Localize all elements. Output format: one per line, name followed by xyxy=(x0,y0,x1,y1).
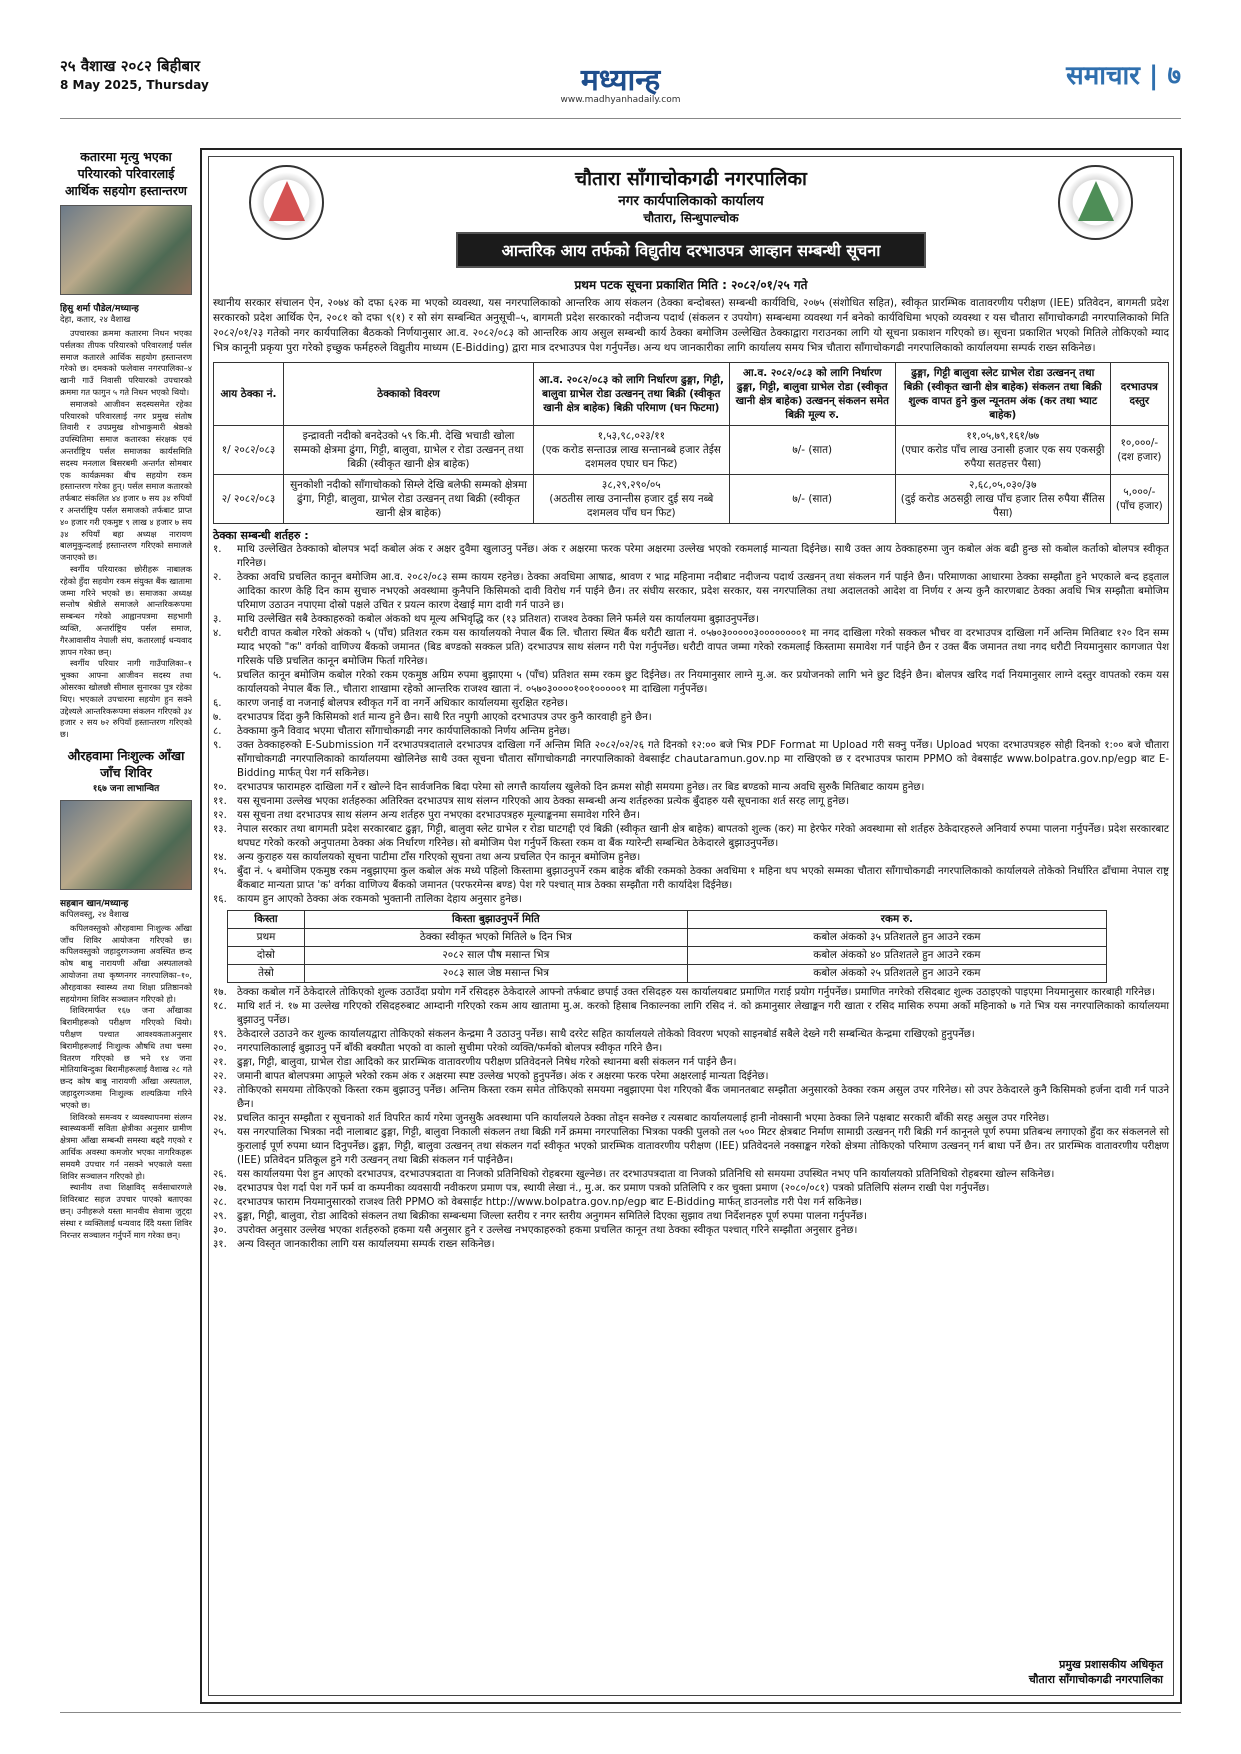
table-header: आ.व. २०८२/०८३ को लागि निर्धारण ढुङ्गा, गिट्टी, बालुवा ग्राभेल रोडा (स्वीकृत खानी क्षेत्र बाहेक) उत्खनन् संकलन समेत बिक्री मूल्य रु. xyxy=(729,363,895,426)
installment-header: किस्ता xyxy=(228,911,305,929)
term-text: बुँदा नं. ५ बमोजिम एकमुष्ठ रकम नबुझाएमा कुल कबोल अंक मध्ये पहिलो किस्तामा बुझाउनुपर्ने रकम बाहेक बाँकी रकमको ठेक्का अवधिमा १ महिना थप भएको सम्मका चौतारा साँगाचोकगढी नगरपालिकाको कार्यालयले तोकेको निर्धारित ढाँचामा नेपाल राष्ट्र बैंकबाट मान्यता प्राप्त 'क' वर्गका वाणिज्य बैंकको जमानत (परफरमेन्स बण्ड) पेश गरे पश्चात् मात्र ठेक्का सम्झौता गरी कार्यादेश दिईनेछ। xyxy=(237,866,1169,891)
term-text: ठेक्कामा कुनै विवाद भएमा चौतारा साँगाचोकगढी नगर कार्यपालिकाको निर्णय अन्तिम हुनेछ। xyxy=(237,726,571,737)
term-text: जमानी बापत बोलपत्रमा आफूले भरेको रकम अंक र अक्षरमा स्पष्ट उल्लेख भएको हुनुपर्नेछ। अंक र अक्षरमा फरक परेमा अक्षरलाई मान्यता दिईनेछ। xyxy=(237,1071,769,1082)
term-item xyxy=(213,669,1169,697)
signature-block xyxy=(1029,1657,1163,1687)
terms-list xyxy=(213,543,1169,907)
term-item xyxy=(213,1168,1169,1182)
story1-paragraph: समाजको आजीवन सदस्यसमेत रहेका परियारको परिवारलाई नगर प्रमुख संतोष तिवारी र उपप्रमुख शोभाकुमारी श्रेष्ठको उपस्थितिमा समाज कतारका संरक्षक एवं अन्तर्राष्ट्रिय पर्सल समाजका कार्यसमिति सदस्य मनलाल बिसरबमी अन्तर्गत सोमबार एक कार्यक्रमका बीच सहयोग रकम हस्तान्तरण गरेका हुन्। पर्सल समाज कतारको तर्फबाट संकलित ४४ हजार ७ सय ३४ रुपियाँ र अन्तर्राष्ट्रिय पर्सल समाजको तर्फबाट प्राप्त ४० हजार गरी एकमुष्ट ९ लाख ४ हजार ७ सय ३४ रुपियाँ बहा अध्यक्ष नारायण बालमुकुन्दलाई हस्तान्तरण गरिएको समाजले जनाएको छ। xyxy=(60,398,192,563)
term-number: ८. xyxy=(213,726,222,737)
story2-paragraph: शिविरमार्फत १६७ जना आँखाका बिरामीहरूको परीक्षण गरिएको थियो। परीक्षण पश्चात आवश्यकताअनुसार बिरामीहरूलाई निःशुल्क औषधि तथा चस्मा वितरण गरिएको छ भने १४ जना मोतियाबिन्दुका बिरामीहरूलाई वैशाख २८ गते छन्द कोष बाबु नारायणी आँखा अस्पताल, जहादुरगञ्जमा निःशुल्क शल्यक्रिया गरिने भएको छ। xyxy=(60,1005,192,1110)
term-number: ५. xyxy=(213,670,222,681)
term-item xyxy=(213,823,1169,851)
installment-cell: दोस्रो xyxy=(228,947,305,965)
installment-cell: कबोल अंकको ४० प्रतिशतले हुन आउने रकम xyxy=(687,947,1106,965)
term-text: प्रचलित कानून बमोजिम कबोल गरेको रकम एकमुष्ठ अग्रिम रुपमा बुझाएमा ५ (पाँच) प्रतिशत सम्म रकम छुट दिईनेछ। तर नियमानुसार लाग्ने मु.अ. कर प्रयोजनको लागि भने छुट दिईने छैन। बोलपत्र खरिद गर्दा नियमानुसार लाग्ने दस्तुर वापतको रकम यस कार्यालयको नेपाल बैंक लि., चौतारा शाखामा रहेको आन्तरिक राजश्व खाता नं. ०५७०३००००१००१०००००१ मा दाखिला गर्नुपर्नेछ। xyxy=(237,670,1169,695)
term-text: ठेक्का अवधि प्रचलित कानून बमोजिम आ.व. २०८२/०८३ सम्म कायम रहनेछ। ठेक्का अवधिमा आषाढ, श्रावण र भाद्र महिनामा नदीबाट नदीजन्य पदार्थ उत्खनन् तथा संकलन गर्न पाईने छैन। परिमाणका आधारमा ठेक्का सम्झौता हुने भएकाले बन्द हड्ताल आदिका कारण केहि दिन काम सुचारु नभएको अवस्थामा कुनैपनि किसिमको दावी विरोध गर्न पाईने छैन। तर संघीय सरकार, प्रदेश सरकार, यस नगरपालिका तथा अदालतको आदेश वा निर्णय र अन्य कुनै कारणबाट ठेक्का अवधि भित्र सम्झौता बमोजिम परिमाण उठाउन नपाएमा दोस्रो पक्षले उचित र प्रयत्न कारण देखाई माग दावी गर्न पाउने छ। xyxy=(237,572,1169,611)
tender-total xyxy=(895,475,1110,524)
total-words: (एघार करोड पाँच लाख उनासी हजार एक सय एकसठ्ठी रुपैया सतहत्तर पैसा) xyxy=(901,444,1105,470)
term-number: २१. xyxy=(213,1057,227,1068)
term-text: दरभाउपत्र फाराम नियमानुसारको राजश्व तिरी PPMO को वेबसाईट http://www.bolpatra.gov.np/egp बाट E-Bidding मार्फत् डाउनलोड गरी पेश गर्न सकिनेछ। xyxy=(237,1197,862,1208)
term-item xyxy=(213,1210,1169,1224)
term-number: १८. xyxy=(213,1001,227,1012)
term-text: दरभाउपत्र फारामहरु दाखिला गर्ने र खोल्ने दिन सार्वजनिक बिदा परेमा सो लगत्तै कार्यालय खुलेको दिन क्रमश सोही समयमा हुनेछ। तर बिड बण्डको मान्य अवधि सुरुकै मितिबाट कायम हुनेछ। xyxy=(237,782,925,793)
term-text: नेपाल सरकार तथा बागमती प्रदेश सरकारबाट ढुङ्गा, गिट्टी, बालुवा स्लेट ग्राभेल र रोडा घाटगद्दी एवं बिक्री (स्वीकृत खानी क्षेत्र बाहेक) बापतको शुल्क (कर) मा हेरफेर गरेको अवस्थामा सो शर्तहरु ठेकेदारहरुले अनिवार्य रुपमा पालना गर्नुपर्नेछ। प्रदेश सरकारबाट थपघट गरेको करको अनुपातमा ठेक्का अंक निर्धारण गरिनेछ। सो बमोजिम पेश गर्नुपर्ने किस्ता रकम वा बैंक ग्यारेन्टी सम्बन्धित ठेकेदारले बुझाउनुपर्नेछ। xyxy=(237,824,1169,849)
tender-description: इन्द्रावती नदीको बनदेउको ५९ कि.मी. देखि भचाडी खोला सम्मको क्षेत्रमा ढुंगा, गिट्टी, बालुवा, ग्राभेल र रोडा उत्खनन् तथा बिक्री (स्वीकृत खानी क्षेत्र बाहेक) xyxy=(284,426,534,475)
term-item xyxy=(213,986,1169,1000)
term-item xyxy=(213,1112,1169,1126)
footer-divider xyxy=(60,1712,1181,1713)
term-item xyxy=(213,1056,1169,1070)
installment-header: रकम रु. xyxy=(687,911,1106,929)
term-number: ३१. xyxy=(213,1239,227,1250)
term-item xyxy=(213,795,1169,809)
term-number: २४. xyxy=(213,1113,227,1124)
term-number: ३०. xyxy=(213,1225,227,1236)
tender-table xyxy=(213,362,1169,524)
term-number: २८. xyxy=(213,1197,227,1208)
term-item xyxy=(213,627,1169,669)
term-text: कारण जनाई वा नजनाई बोलपत्र स्वीकृत गर्ने वा नगर्ने अधिकार कार्यालयमा सुरक्षित रहनेछ। xyxy=(237,698,568,709)
total-value: २,६८,०५,०३०/३७ xyxy=(969,479,1037,491)
tender-fee: ५,०००/- (पाँच हजार) xyxy=(1110,475,1168,524)
term-item xyxy=(213,697,1169,711)
tender-quantity xyxy=(534,475,730,524)
term-number: १९. xyxy=(213,1029,227,1040)
installment-row xyxy=(228,929,1107,947)
quantity-words: (अठतीस लाख उनान्तीस हजार दुई सय नब्बे दशमलव पाँच घन फिट) xyxy=(549,493,714,519)
tender-notice xyxy=(200,148,1182,1704)
installment-cell: कबोल अंकको २५ प्रतिशतले हुन आउने रकम xyxy=(687,965,1106,983)
term-text: ढुङ्गा, गिट्टी, बालुवा, ग्राभेल रोडा आदिको कर प्रारम्भिक वातावरणीय परीक्षण प्रतिवेदनले निषेध गरेको स्थानमा बसी संकलन गर्न पाईने छैन। xyxy=(237,1057,737,1068)
term-item xyxy=(213,1224,1169,1238)
term-item xyxy=(213,1126,1169,1168)
term-number: २. xyxy=(213,572,222,583)
term-number: १६. xyxy=(213,894,227,905)
signatory-title: प्रमुख प्रशासकीय अधिकृत xyxy=(1059,1658,1163,1671)
term-item xyxy=(213,1238,1169,1252)
story2-title: औरहवामा निःशुल्क आँखा जाँच शिविर xyxy=(67,747,185,780)
term-number: १. xyxy=(213,544,222,555)
installment-cell: तेस्रो xyxy=(228,965,305,983)
installment-cell: ठेक्का स्वीकृत भएको मितिले ७ दिन भित्र xyxy=(304,929,687,947)
term-text: उपरोक्त अनुसार उल्लेख भएका शर्तहरुको हकमा यसै अनुसार हुने र उल्लेख नभएकाहरुको हकमा प्रचलित कानून तथा ठेक्का स्वीकृत पश्चात् गरिने सम्झौता अनुसार हुनेछ। xyxy=(237,1225,858,1236)
tender-number: २/ २०८२/०८३ xyxy=(214,475,284,524)
term-item xyxy=(213,1182,1169,1196)
term-item xyxy=(213,1084,1169,1112)
installment-header: किस्ता बुझाउनुपर्ने मिति xyxy=(304,911,687,929)
tender-rate: ७/- (सात) xyxy=(729,426,895,475)
table-row xyxy=(214,426,1169,475)
term-number: १०. xyxy=(213,782,227,793)
newspaper-logo: मध्यान्ह xyxy=(580,63,661,98)
story1-dateline: देहा, कतार, २४ वैशाख xyxy=(60,315,131,325)
terms-list-continued xyxy=(213,986,1169,1252)
term-item xyxy=(213,725,1169,739)
term-text: अन्य कुराहरु यस कार्यालयको सूचना पाटीमा टाँस गरिएको सूचना तथा अन्य प्रचलित ऐन कानून बमोजिम हुनेछ। xyxy=(237,852,641,863)
term-text: नगरपालिकालाई बुझाउनु पर्ने बाँकी बक्यौता भएको वा कालो सुचीमा परेको व्यक्ति/फर्मको बोलपत्र स्वीकृत गरिने छैन। xyxy=(237,1043,663,1054)
table-header: ठेक्काको विवरण xyxy=(284,363,534,426)
installment-row xyxy=(228,947,1107,965)
term-text: ठेकेदारले उठाउने कर शुल्क कार्यालयद्वारा तोकिएको संकलन केन्द्रमा नै उठाउनु पर्नेछ। साथै दररेट सहित कार्यालयले तोकेको विवरण भएको साइनबोर्ड सबैले देख्ने गरी सम्बन्धित केन्द्रमा राखिएको हुनुपर्नेछ। xyxy=(237,1029,975,1040)
story2-byline: सहबान खान/मध्यान्ह xyxy=(60,898,129,909)
total-words: (दुई करोड अठसठ्ठी लाख पाँच हजार तिस रुपैया सैंतिस पैसा) xyxy=(900,493,1105,519)
table-header: ढुङ्गा, गिट्टी बालुवा स्लेट ग्राभेल रोडा उत्खनन् तथा बिक्री (स्वीकृत खानी क्षेत्र बाहेक) संकलन तथा बिक्री शुल्क वापत हुने कुल न्यूनतम अंक (कर तथा भ्याट बाहेक) xyxy=(895,363,1110,426)
tender-rate: ७/- (सात) xyxy=(729,475,895,524)
story1-photo xyxy=(60,205,192,295)
term-number: ९. xyxy=(213,740,222,751)
terms-heading: ठेक्का सम्बन्धी शर्तहरु : xyxy=(213,529,309,542)
term-text: माथि उल्लेखित सबै ठेक्काहरुको कबोल अंकको थप मूल्य अभिवृद्धि कर (१३ प्रतिशत) राजश्व ठेक्का लिने फर्मले यस कार्यालयमा बुझाउनुपर्नेछ। xyxy=(237,614,759,625)
term-item xyxy=(213,613,1169,627)
term-text: यस कार्यालयमा पेश हुन आएको दरभाउपत्र, दरभाउपत्रदाता वा निजको प्रतिनिधिको रोहबरमा खुल्नेछ। तर दरभाउपत्रदाता वा निजको प्रतिनिधि सो समयमा उपस्थित नभए पनि कार्यालयको प्रतिनिधिको रोहबरमा खोल्न सकिनेछ। xyxy=(237,1169,1055,1180)
term-item xyxy=(213,1028,1169,1042)
term-number: ११. xyxy=(213,796,227,807)
term-number: ६. xyxy=(213,698,222,709)
term-item xyxy=(213,865,1169,893)
notice-office-address: चौतारा, सिन्धुपाल्चोक xyxy=(643,211,739,225)
term-text: यस सूचना तथा दरभाउपत्र साथ संलग्न अन्य शर्तहरु पुरा नभएका दरभाउपत्रहरु मूल्याङ्कनमा समावेश गरिने छैन। xyxy=(237,810,640,821)
term-text: यस नगरपालिका भित्रका नदी नालाबाट ढुङ्गा, गिट्टी, बालुवा निकाली संकलन तथा बिक्री गर्ने क्रममा नगरपालिका भित्रका पक्की पुलको तल ५०० मिटर क्षेत्रबाट निर्माण सामाग्री उत्खनन् गरी बिक्री गर्न कानूनले पूर्ण रुपमा प्रतिबन्ध लगाएको हुँदा कर संकलनले सो कुरालाई पूर्ण रुपमा ध्यान दिनुपर्नेछ। ढुङ्गा, गिट्टी, बालुवा उत्खनन् तथा संकलन गर्दा स्वीकृत भएको प्रारम्भिक वातावरणीय परीक्षण (IEE) प्रतिवेदनले नक्साङ्कन गरेको क्षेत्रमा तोकिएको परिमाण उत्खनन् गर्न बाधा पर्ने छैन। तर प्रारम्भिक वातावरणीय परीक्षण (IEE) प्रतिवेदन प्रतिकूल हुने गरी उत्खनन् तथा बिक्री संकलन गर्न पाईनेछैन। xyxy=(237,1127,1169,1166)
term-text: धरौटी वापत कबोल गरेको अंकको ५ (पाँच) प्रतिशत रकम यस कार्यालयको नेपाल बैंक लि. चौतारा स्थित बैंक धरौटी खाता नं. ०५७०३०००००३००००००००१ मा नगद दाखिला गरेको सक्कल भौचर वा दरभाउपत्र दाखिला गर्ने अन्तिम मितिबाट १२० दिन सम्म म्याद भएको "क" वर्गको वाणिज्य बैंकको जमानत (बिड बण्डको सक्कल प्रति) दरभाउपत्र साथ संलग्न गरी पेश गर्नुपर्नेछ। धरौटी वापत जम्मा गरेको रकमलाई किस्तामा समावेश गर्न पाईने छैन र उक्त बैंक जमानत तथा नगद धरौटी नियमानुसार कागजात पेश गरिसके पछि प्रचलित कानून बमोजिम फिर्ता गरिनेछ। xyxy=(237,628,1169,667)
term-text: उक्त ठेक्काहरुको E-Submission गर्ने दरभाउपत्रदाताले दरभाउपत्र दाखिला गर्ने अन्तिम मिति २०८२/०२/२६ गते दिनको १२:०० बजे भित्र PDF Format मा Upload गरी सक्नु पर्नेछ। Upload भएका दरभाउपत्रहरु सोही दिनको १:०० बजे चौतारा साँगाचोकगढी नगरपालिकाको कार्यालयमा खोलिनेछ साथै उक्त सूचना चौतारा साँगाचोकगढी नगरपालिकाको वेबसाईट chautaramun.gov.np मा राखिएको छ र दरभाउपत्र फाराम PPMO को वेबसाईट www.bolpatra.gov.np/egp बाट E-Bidding मार्फत् पेश गर्न सकिनेछ। xyxy=(237,740,1169,779)
term-number: १२. xyxy=(213,810,227,821)
story2-paragraph: स्थानीय तथा शिक्षाविद् सर्वसाधारणले शिविरबाट सहज उपचार पाएको बताएका छन्। उनीहरूले यस्ता मानवीय सेवामा जुट्दा संस्था र व्यक्तिलाई धन्यवाद दिँदै यस्ता शिविर निरन्तर सञ्चालन गर्नुपर्ने माग गरेका छन्। xyxy=(60,1182,192,1240)
nepal-emblem-icon xyxy=(249,165,324,240)
page-header xyxy=(60,50,1181,112)
term-number: १४. xyxy=(213,852,227,863)
story2-paragraph: शिविरको समन्वय र व्यवस्थापनमा संलग्न स्वास्थ्यकर्मी सविता क्षेत्रीका अनुसार ग्रामीण क्षेत्रमा आँखा सम्बन्धी समस्या बढ्दै गएको र आर्थिक अवस्था कमजोर भएका नागरिकहरू समयमै उपचार गर्न नसक्ने भएकाले यस्ता शिविर सञ्चालन गरिएको हो। xyxy=(60,1111,192,1181)
issue-date-english: 8 May 2025, Thursday xyxy=(60,78,209,92)
story1-paragraph: उपचारका क्रममा कतारमा निधन भएका पर्सलका तीपक परियारको परिवारलाई पर्सल समाज कतारले आर्थिक सहयोग हस्तान्तरण गरेको छ। दमकको फलेवास नगरपालिका–४ खानी गाउँ निवासी परियारको उपचारको क्रममा गत फागुन ५ गते निधन भएको थियो। xyxy=(60,328,192,397)
table-header: आय ठेक्का नं. xyxy=(214,363,284,426)
term-item xyxy=(213,781,1169,795)
term-number: २९. xyxy=(213,1211,227,1222)
term-number: ३. xyxy=(213,614,222,625)
term-item xyxy=(213,809,1169,823)
term-item xyxy=(213,851,1169,865)
municipality-logo-icon xyxy=(1058,165,1133,240)
term-number: २०. xyxy=(213,1043,227,1054)
story2-subtitle: १६७ जना लाभान्वित xyxy=(92,783,160,794)
term-number: २३. xyxy=(213,1085,227,1096)
tender-fee: १०,०००/- (दश हजार) xyxy=(1110,426,1168,475)
term-text: माथि उल्लेखित ठेक्काको बोलपत्र भर्दा कबोल अंक र अक्षर दुवैमा खुलाउनु पर्नेछ। अंक र अक्षरमा फरक परेमा अक्षरमा उल्लेख भएको रकमलाई मान्यता दिईनेछ। साथै उक्त आय ठेक्काहरुमा जुन कबोल अंक बढी हुन्छ सो कबोल कर्ताको बोलपत्र स्वीकृत गरिनेछ। xyxy=(237,544,1169,569)
term-number: २६. xyxy=(213,1169,227,1180)
quantity-value: ३८,२९,२९०/०५ xyxy=(601,479,661,491)
table-header: दरभाउपत्र दस्तुर xyxy=(1110,363,1168,426)
notice-office-sub: नगर कार्यपालिकाको कार्यालय xyxy=(618,193,764,209)
term-number: १३. xyxy=(213,824,227,835)
story1-title: कतारमा मृत्यु भएका परियारको परिवारलाई आर्थिक सहयोग हस्तान्तरण xyxy=(65,149,187,198)
term-text: यस सूचनामा उल्लेख भएका शर्तहरुका अतिरिक्त दरभाउपत्र साथ संलग्न गरिएको आय ठेक्का सम्बन्धी अन्य शर्तहरुका प्रत्येक बुँदाहरु यसै सूचनाका शर्त सरह लागू हुनेछ। xyxy=(237,796,850,807)
quantity-value: १,५३,९८,०२३/११ xyxy=(597,430,666,442)
term-number: २२. xyxy=(213,1071,227,1082)
installment-table xyxy=(227,910,1107,983)
term-number: १७. xyxy=(213,987,227,998)
table-header: आ.व. २०८२/०८३ को लागि निर्धारण ढुङ्गा, गिट्टी, बालुवा ग्राभेल रोडा उत्खनन् तथा बिक्री (स्वीकृत खानी क्षेत्र बाहेक) बिक्री परिमाण (घन फिटमा) xyxy=(534,363,730,426)
term-number: २५. xyxy=(213,1127,227,1138)
story1-byline: हिसु शर्मा पौडेल/मध्यान्ह xyxy=(60,304,139,314)
story2-paragraph: कपिलवस्तुको औरहवामा निःशुल्क आँखा जाँच शिविर आयोजना गरिएको छ। कपिलवस्तुको जहादुरगञ्जमा अवस्थित छन्द कोष बाबु नारायणी आँखा अस्पतालको आयोजना तथा कृष्णनगर नगरपालिका–१०, औरहवाका स्वास्थ्य तथा शिक्षा प्रतिष्ठानको सहयोगमा शिविर सञ्चालन गरिएको हो। xyxy=(60,922,192,1004)
term-item xyxy=(213,571,1169,613)
notice-title-banner: आन्तरिक आय तर्फको विद्युतीय दरभाउपत्र आव्हान सम्बन्धी सूचना xyxy=(456,232,926,268)
term-item xyxy=(213,893,1169,907)
term-text: माथि शर्त नं. १७ मा उल्लेख गरिएको रसिदहरुबाट आम्दानी गरिएको रकम आय खातामा मु.अ. करको हिसाब निकाल्नका लागि रसिद नं. को क्रमानुसार लेखाङ्कन गरी खाता र रसिद मासिक रुपमा अर्को महिनाको ७ गते भित्र यस नगरपालिकाको कार्यालयमा बुझाउनु पर्नेछ। xyxy=(237,1001,1169,1026)
tender-total xyxy=(895,426,1110,475)
notice-intro: स्थानीय सरकार संचालन ऐन, २०७४ को दफा ६२क मा भएको व्यवस्था, यस नगरपालिकाको आन्तरिक आय संकलन (ठेक्का बन्दोबस्त) सम्बन्धी कार्यविधि, २०७५ (संशोधित सहित), स्वीकृत प्रारम्भिक वातावरणीय परीक्षण (IEE) प्रतिवेदन, बागमती प्रदेश सरकारको प्रदेश आर्थिक ऐन, २०८१ को दफा ९(१) र सो संग सम्बन्धित अनुसूची–५, बागमती प्रदेश सरकारको नदीजन्य पदार्थ (संकलन र उपयोग) सम्बन्धमा व्यवस्था गर्न बनेको कार्यविधिमा भएको व्यवस्था र यस चौतारा साँगाचोकगढी नगरपालिकाको मिति २०८२/०१/२३ गतेको नगर कार्यपालिका बैठकको निर्णयानुसार आ.व. २०८२/०८३ को आन्तरिक आय असुल सम्बन्धी कार्य ठेक्का बमोजिम उल्लेखित ठेक्काद्वारा गराउनका लागि यो सूचना प्रकाशन गरिएको छ। सूचना प्रकाशित भएको मितिले तोकिएको म्याद भित्र कानूनी प्रकृया पुरा गरेको इच्छुक फर्महरुले विद्युतीय माध्यम (E-Bidding) द्वारा मात्र दरभाउपत्र पेश गर्नुपर्नेछ। अन्य थप जानकारीका लागि कार्यालय समय भित्र चौतारा साँगाचोकगढी नगरपालिकाको कार्यालयमा सम्पर्क राख्न सकिनेछ। xyxy=(213,297,1169,354)
term-item xyxy=(213,1070,1169,1084)
quantity-words: (एक करोड सन्ताउन्न लाख सन्तानब्बे हजार तेईस दशमलव एघार घन फिट) xyxy=(541,444,721,470)
term-text: ठेक्का कबोल गर्ने ठेकेदारले तोकिएको शुल्क उठाउँदा प्रयोग गर्ने रसिदहरु ठेकेदारले आफ्नो तर्फबाट छपाई उक्त रसिदहरु यस कार्यालयबाट प्रमाणित गराई प्रयोग गर्नुपर्नेछ। प्रमाणित नगरेको रसिदबाट शुल्क उठाइएको पाइएमा नियमानुसार कारबाही गरिनेछ। xyxy=(237,987,1155,998)
newspaper-url: www.madhyanhadaily.com xyxy=(560,95,681,105)
story2-photo xyxy=(60,800,192,890)
term-text: दरभाउपत्र दिंदा कुनै किसिमको शर्त मान्य हुने छैन। साथै रित नपुगी आएको दरभाउपत्र उपर कुनै कारवाही हुने छैन। xyxy=(237,712,652,723)
term-text: ढुङ्गा, गिट्टी, बालुवा, रोडा आदिको संकलन तथा बिक्रीका सम्बन्धमा जिल्ला स्तरीय र नगर स्तरीय अनुगमन समितिले दिएका सुझाव तथा निर्देशनहरु पूर्ण रुपमा पालना गर्नुपर्नेछ। xyxy=(237,1211,867,1222)
publication-date: प्रथम पटक सूचना प्रकाशित मिति : २०८२/०१/२५ गते xyxy=(574,278,808,292)
term-number: २७. xyxy=(213,1183,227,1194)
term-number: ७. xyxy=(213,712,222,723)
installment-cell: प्रथम xyxy=(228,929,305,947)
term-item xyxy=(213,711,1169,725)
term-item xyxy=(213,1042,1169,1056)
tender-quantity xyxy=(534,426,730,475)
term-text: कायम हुन आएको ठेक्का अंक रकमको भुक्तानी तालिका देहाय अनुसार हुनेछ। xyxy=(237,894,522,905)
signatory-office: चौतारा साँगाचोकगढी नगरपालिका xyxy=(1028,1673,1163,1686)
installment-cell: कबोल अंकको ३५ प्रतिशतले हुन आउने रकम xyxy=(687,929,1106,947)
installment-cell: २०८३ साल जेष्ठ मसान्त भित्र xyxy=(304,965,687,983)
story1-paragraph: स्वर्गीय परियार नागी गाउँपालिका–१ भुक्का आफ्ना आजीवन सदस्य तथा ओसरका खोलछौ सीमाल सुनारका पुत्र रहेका थिए। भएकाले उपचारमा सहयोग हुन सक्ने उद्देश्यले आन्तरिकरूपमा संकलन गरिएको ३४ हजार २ सय ७२ रुपियाँ हस्तान्तरण गरिएको छ। xyxy=(60,658,192,740)
term-text: दरभाउपत्र पेश गर्दा पेश गर्ने फर्म वा कम्पनीका व्यवसायी नवीकरण प्रमाण पत्र, स्थायी लेखा नं., मु.अ. कर प्रमाण पत्रको प्रतिलिपि र कर चुक्ता प्रमाण (२०८०/०८१) पत्रको प्रतिलिपि संलग्न राखी पेश गर्नुपर्नेछ। xyxy=(237,1183,990,1194)
notice-office-name: चौतारा साँगाचोकगढी नगरपालिका xyxy=(575,168,807,190)
term-item xyxy=(213,1196,1169,1210)
issue-date-nepali: २५ वैशाख २०८२ बिहीबार xyxy=(60,57,201,75)
story2-dateline: कपिलवस्तु, २४ वैशाख xyxy=(60,909,129,920)
term-number: १५. xyxy=(213,866,227,877)
header-divider xyxy=(60,118,1181,119)
story1-paragraph: स्वर्गीय परियारका छोरीहरू नाबालक रहेको हुँदा सहयोग रकम संयुक्त बैंक खातामा जम्मा गरिने भएको छ। समाजका अध्यक्ष सन्तोष श्रेष्ठीले समाजले आन्तरिकरूपमा सम्बन्धन गरेको आह्वानपत्रमा सहभागी व्यक्ति, अन्तर्राष्ट्रिय पर्सल समाज, गैरआवासीय नेपाली संघ, कतारलाई धन्यवाद ज्ञापन गरेका छन्। xyxy=(60,563,192,657)
sidebar-column xyxy=(60,148,192,1703)
tender-number: १/ २०८२/०८३ xyxy=(214,426,284,475)
term-text: अन्य विस्तृत जानकारीका लागि यस कार्यालयमा सम्पर्क राख्न सकिनेछ। xyxy=(237,1239,495,1250)
tender-description: सुनकोशी नदीको साँगाचोकको सिम्ले देखि बलेफी सम्मको क्षेत्रमा ढुंगा, गिट्टी, बालुवा, ग्राभेल रोडा उत्खनन् तथा बिक्री (स्वीकृत खानी क्षेत्र बाहेक) xyxy=(284,475,534,524)
installment-cell: २०८२ साल पौष मसान्त भित्र xyxy=(304,947,687,965)
term-number: ४. xyxy=(213,628,222,639)
section-label: समाचार | ७ xyxy=(1066,61,1181,91)
term-text: प्रचलित कानून सम्झौता र सूचनाको शर्त विपरित कार्य गरेमा जुनसुकै अवस्थामा पनि कार्यालयले ठेक्का तोड्न सक्नेछ र त्यसबाट कार्यालयलाई हानी नोक्सानी भएमा ठेक्का लिने पक्षबाट सरकारी बाँकी सरह असुल उपर गरिनेछ। xyxy=(237,1113,1050,1124)
table-row xyxy=(214,475,1169,524)
term-item xyxy=(213,739,1169,781)
installment-row xyxy=(228,965,1107,983)
term-item xyxy=(213,1000,1169,1028)
term-item xyxy=(213,543,1169,571)
term-text: तोकिएको समयमा तोकिएको किस्ता रकम बुझाउनु पर्नेछ। अन्तिम किस्ता रकम समेत तोकिएको समयमा नबुझाएमा पेश गरिएको बैंक जमानतबाट सम्झौता अनुसारको ठेक्का रकम असुल उपर गरिनेछ। सो उपर ठेकेदारले कुनै किसिमको हर्जना दावी गर्न पाउने छैन। xyxy=(237,1085,1169,1110)
total-value: ११,०५,७९,१६१/७७ xyxy=(966,430,1040,442)
